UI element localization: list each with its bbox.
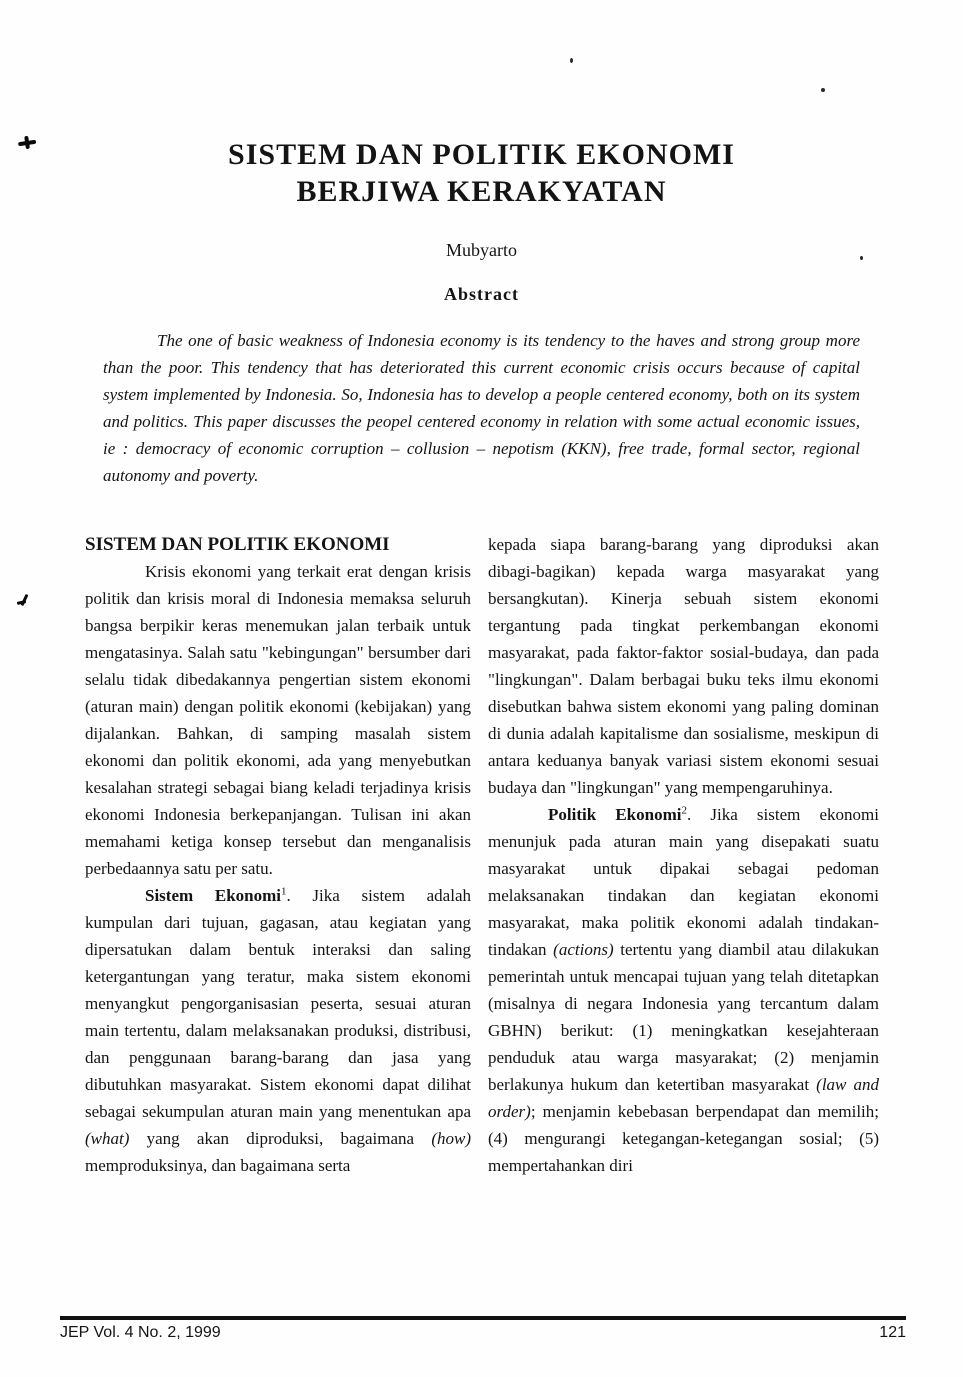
paragraph-text: kepada siapa barang-barang yang diproduksi akan dibagi-bagikan) kepada warga masyarakat yang bersangkutan). Kinerja sebuah sistem ekonomi tergantung pada tingkat perkembangan ekonomi masyarakat, pada faktor-faktor sosial-budaya, dan pada "lingkungan". Dalam berbagai buku teks ilmu ekonomi disebutkan bahwa sistem ekonomi yang paling dominan di dunia adalah kapitalisme dan sosialisme, meskipun di antara keduanya banyak variasi sistem ekonomi sesuai budaya dan "lingkungan" yang mempengaruhinya.: [488, 535, 879, 797]
footnote-ref-1: 1: [280, 885, 287, 898]
paragraph-text: Krisis ekonomi yang terkait erat dengan krisis politik dan krisis moral di Indonesia memaksa seluruh bangsa berpikir keras menemukan jalan terbaik untuk mengatasinya. Salah satu "kebingungan" bersumber dari selalu tidak dibedakannya pengertian sistem ekonomi (aturan main) dengan politik ekonomi (kebijakan) yang dijalankan. Bahkan, di samping masalah sistem ekonomi dan politik ekonomi, ada yang menyebutkan kesalahan strategi sebagai biang keladi terjadinya krisis ekonomi Indonesia berkepanjangan. Tulisan ini akan memahami ketiga konsep tersebut dan menganalisis perbedaannya satu per satu.: [85, 562, 471, 878]
italic-term-how: (how): [431, 1129, 471, 1148]
italic-term-actions: (actions): [553, 940, 614, 959]
page-number: 121: [879, 1324, 906, 1341]
term-politik-ekonomi: Politik Ekonomi: [548, 805, 682, 824]
paragraph-text: . Jika sistem ekonomi menunjuk pada aturan main yang disepakati suatu masyarakat untuk dipakai sebagai pedoman melaksanakan tindakan dan kegiatan ekonomi masyarakat, maka politik ekonomi adalah tindakan-tindakan: [488, 805, 879, 959]
paragraph-text: tertentu yang diambil atau dilakukan pemerintah untuk mencapai tujuan yang telah ditetapkan (misalnya di negara Indonesia yang tercantum dalam GBHN) berikut: (1) meningkatkan kesejahteraan penduduk atau warga masyarakat; (2) menjamin berlakunya hukum dan ketertiban masyarakat: [488, 940, 879, 1094]
ink-mark-icon: [16, 592, 32, 608]
italic-term-what: (what): [85, 1129, 130, 1148]
article-title-line1: SISTEM DAN POLITIK EKONOMI: [228, 138, 735, 171]
scan-speck: [570, 58, 573, 63]
paragraph-text: yang akan diproduksi, bagaimana: [129, 1129, 432, 1148]
author-name: Mubyarto: [446, 240, 517, 260]
abstract-text: The one of basic weakness of Indonesia economy is its tendency to the haves and strong group more than the poor. This tendency that has deteriorated this current economic crisis occurs because of capital system implemented by Indonesia. So, Indonesia has to develop a people centered economy, both on its system and politics. This paper discusses the peopel centered economy in relation with some actual economic issues, ie : democracy of economic corruption – collusion – nepotism (KKN), free trade, formal sector, regional autonomy and poverty.: [103, 331, 860, 485]
section-heading: SISTEM DAN POLITIK EKONOMI: [85, 534, 390, 555]
body-columns: [85, 531, 879, 1266]
journal-citation: JEP Vol. 4 No. 2, 1999: [60, 1324, 221, 1341]
scan-speck: [821, 88, 825, 92]
left-column: [85, 531, 471, 1266]
term-sistem-ekonomi: Sistem Ekonomi: [145, 886, 281, 905]
paragraph-text: . Jika sistem adalah kumpulan dari tujuan, gagasan, atau kegiatan yang dipersatukan dalam bentuk interaksi dan saling ketergantungan yang teratur, maka sistem ekonomi menyangkut pengorganisasian peserta, sesuai aturan main tertentu, dalam melaksanakan produksi, distribusi, dan penggunaan barang-barang dan jasa yang dibutuhkan masyarakat. Sistem ekonomi dapat dilihat sebagai sekumpulan aturan main yang menentukan apa: [85, 886, 471, 1121]
italic-term-law-and-order: (law and order): [488, 1075, 879, 1121]
right-column: [488, 531, 879, 1266]
paragraph-text: memproduksinya, dan bagaimana serta: [85, 1156, 351, 1175]
paragraph: [488, 531, 879, 801]
footer-rule: [60, 1316, 906, 1320]
footer: [60, 1324, 906, 1342]
article-title-line2: BERJIWA KERAKYATAN: [296, 175, 667, 208]
article-title: [0, 136, 963, 210]
footnote-ref-2: 2: [681, 804, 687, 817]
abstract-heading: Abstract: [444, 284, 519, 304]
paragraph: [85, 882, 471, 1179]
paragraph: [85, 558, 471, 882]
paragraph-text: ; menjamin kebebasan berpendapat dan memilih; (4) mengurangi ketegangan-ketegangan sosial; (5) mempertahankan diri: [488, 1102, 879, 1175]
paragraph: [488, 801, 879, 1179]
